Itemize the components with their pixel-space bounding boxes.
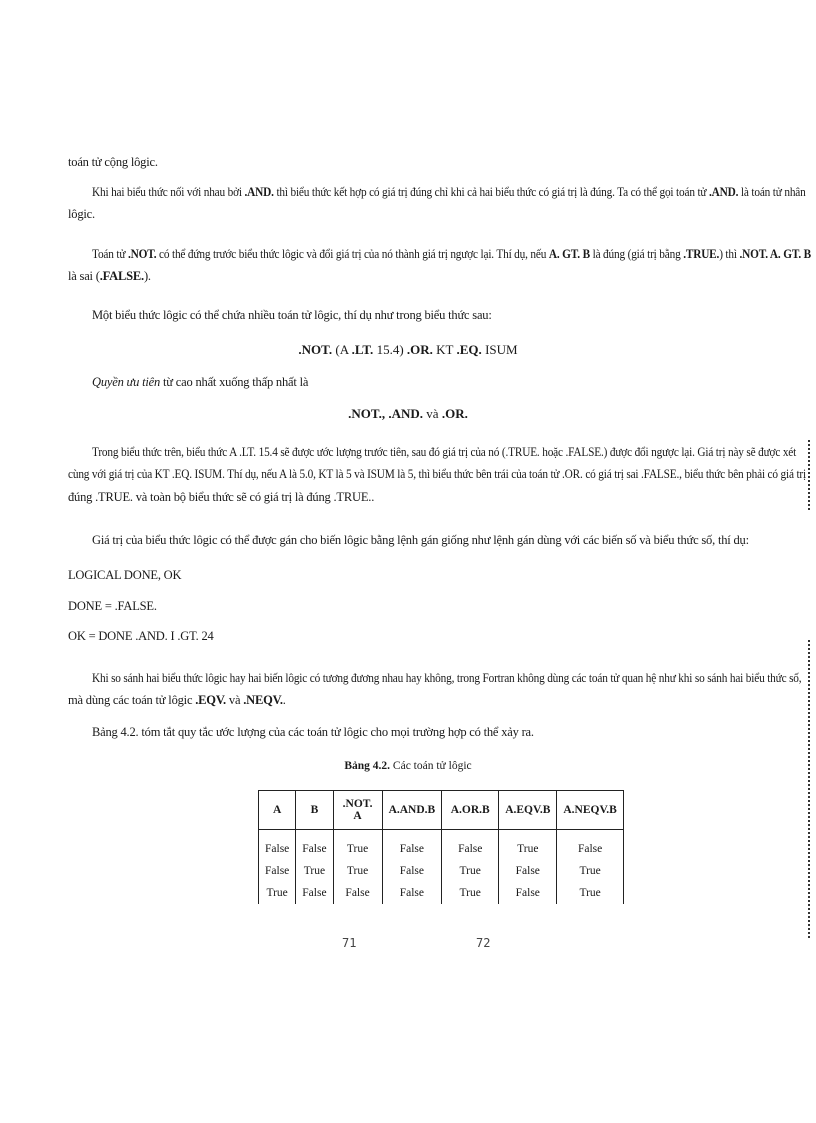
margin-mark [808,640,810,940]
logic-operators-table [258,790,624,904]
table-cell: False [499,860,557,882]
table-caption: Bảng 4.2. Các toán tử lôgic [344,760,472,772]
margin-mark [808,440,810,510]
table-cell: False [382,882,442,904]
text-line: Một biểu thức lôgic có thể chứa nhiều toán tử lôgic, thí dụ như trong biểu thức sau: [92,308,492,322]
table-row [259,830,624,861]
table-cell: True [442,860,499,882]
table-cell: True [442,882,499,904]
table-cell: True [557,882,623,904]
page-number-left: 71 [342,936,357,950]
text-line: đúng .TRUE. và toàn bộ biểu thức sẽ có giá trị là đúng .TRUE.. [68,490,375,504]
table-cell: False [499,882,557,904]
paragraph-and: Khi hai biểu thức nối với nhau bởi .AND. thì biểu thức kết hợp có giá trị đúng chỉ khi cả hai biểu thức có giá trị là đúng. Ta có thể gọi toán tử .AND. là toán tử nhân [92,185,806,199]
table-cell: False [382,860,442,882]
code-line: OK = DONE .AND. I .GT. 24 [68,629,214,643]
text-line: lôgic. [68,207,95,221]
expression-example: .NOT. (A .LT. 15.4) .OR. KT .EQ. ISUM [298,342,518,357]
text-line: Quyền ưu tiên từ cao nhất xuống thấp nhất là [92,375,309,389]
table-cell: False [382,830,442,861]
priority-order: .NOT., .AND. và .OR. [348,406,468,421]
table-cell: True [296,860,333,882]
column-header: A.AND.B [382,791,442,830]
column-header: A [259,791,296,830]
text-line: cùng với giá trị của KT .EQ. ISUM. Thí dụ, nếu A là 5.0, KT là 5 và ISUM là 5, thì biểu thức bên trái của toán tử .OR. có giá trị sai .FALSE., biểu thức bên phải có giá trị [68,467,806,481]
paragraph-not: Toán tử .NOT. có thể đứng trước biểu thức lôgic và đổi giá trị của nó thành giá trị ngược lại. Thí dụ, nếu A. GT. B là đúng (giá trị bằng .TRUE.) thì .NOT. A. GT. B [92,247,812,261]
table-cell: True [499,830,557,861]
text-line: Giá trị của biểu thức lôgic có thể được gán cho biến lôgic bằng lệnh gán giống như lệnh gán dùng với các biến số và biểu thức số, thí dụ: [92,533,749,547]
table-cell: False [296,830,333,861]
column-header: A.EQV.B [499,791,557,830]
table-cell: True [333,860,382,882]
column-header: A.NEQV.B [557,791,623,830]
text-line: là sai (.FALSE.). [68,269,151,283]
table-cell: False [557,830,623,861]
table-row [259,860,624,882]
table-cell: True [333,830,382,861]
column-header: B [296,791,333,830]
column-header: A.OR.B [442,791,499,830]
code-line: DONE = .FALSE. [68,599,157,613]
table-row [259,882,624,904]
table-cell: False [296,882,333,904]
code-line: LOGICAL DONE, OK [68,568,182,582]
table-cell: False [442,830,499,861]
text-line: toán tử cộng lôgic. [68,155,158,169]
text-line: Bảng 4.2. tóm tắt quy tắc ước lượng của các toán tử lôgic cho mọi trường hợp có thể xảy ra. [92,725,534,739]
table-cell: False [259,830,296,861]
table-cell: False [333,882,382,904]
table-cell: True [259,882,296,904]
page-number-right: 72 [476,936,491,950]
table-cell: False [259,860,296,882]
column-header: .NOT. A [333,791,382,830]
text-line: Khi so sánh hai biểu thức lôgic hay hai biến lôgic có tương đương nhau hay không, trong Fortran không dùng các toán tử quan hệ như khi so sánh hai biểu thức số, [92,671,802,685]
table-cell: True [557,860,623,882]
text-line: Trong biểu thức trên, biểu thức A .LT. 15.4 sẽ được ước lượng trước tiên, sau đó giá trị của nó (.TRUE. hoặc .FALSE.) được đổi ngược lại. Giá trị này sẽ được xét [92,445,797,459]
text-line: mà dùng các toán tử lôgic .EQV. và .NEQV.. [68,693,286,707]
table-header-row [259,791,624,830]
